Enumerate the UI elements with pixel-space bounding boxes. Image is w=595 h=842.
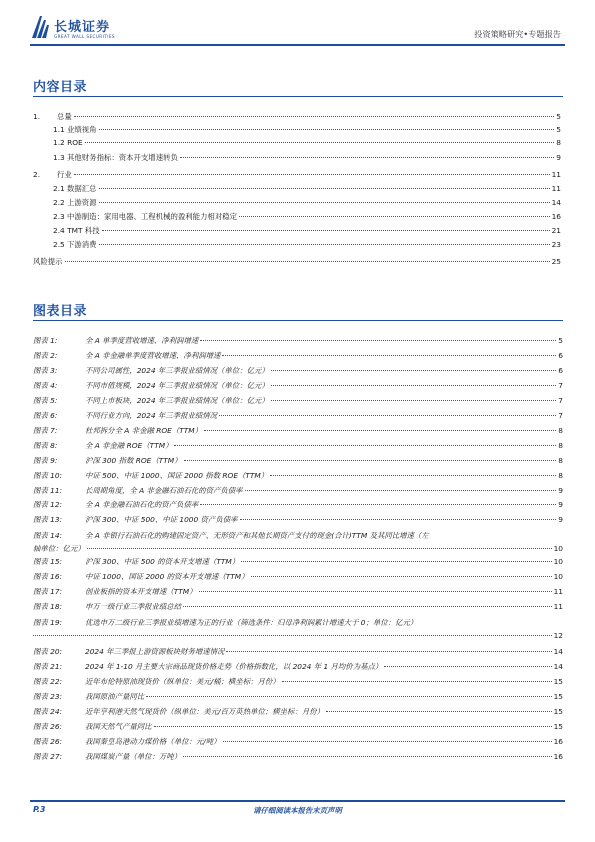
figures-title: 图表目录 <box>33 304 88 319</box>
dot-leader <box>204 430 556 431</box>
figure-entry-page: 14 <box>553 662 563 672</box>
figure-entry[interactable] <box>33 365 563 378</box>
toc-entry-number: 2. <box>33 170 41 179</box>
figure-entry-number: 图表 5: <box>33 395 58 405</box>
toc-entry-page: 11 <box>551 184 561 193</box>
figure-entry-label: 我国煤炭产量（单位：万吨） <box>85 751 182 761</box>
toc-entry-label: 风险提示 <box>33 257 63 266</box>
figure-entry-number: 图表 7: <box>33 425 58 435</box>
figure-entry-page: 10 <box>553 572 563 582</box>
figure-entry-label: 中证 1000、国证 2000 的资本开支增速（TTM） <box>85 572 249 582</box>
dot-leader <box>282 681 552 682</box>
dot-leader <box>271 400 557 401</box>
figure-entry-page: 15 <box>553 706 563 716</box>
figure-entry-page: 9 <box>558 500 563 510</box>
toc-entry-page: 11 <box>551 170 561 179</box>
figure-entry-page: 11 <box>553 587 563 597</box>
figure-entry[interactable] <box>33 335 563 348</box>
figure-entry-label: 我国秦皇岛港动力煤价格（单位：元/吨） <box>85 736 221 746</box>
logo-english-name: GREAT WALL SECURITIES <box>54 34 115 39</box>
figure-entry-number: 图表 17: <box>33 587 63 597</box>
toc-entry-number: 2.5 <box>53 240 65 249</box>
figure-entry[interactable] <box>33 751 563 764</box>
dot-leader <box>241 561 551 562</box>
toc-entry[interactable] <box>0 256 595 269</box>
figure-entry-number: 图表 14: <box>33 531 63 541</box>
dot-leader <box>226 651 551 652</box>
toc-entry[interactable] <box>0 124 595 137</box>
toc-entry-page: 8 <box>556 138 561 147</box>
dot-leader <box>174 445 556 446</box>
toc-entry-page: 5 <box>556 125 561 134</box>
figure-entry[interactable] <box>33 721 563 734</box>
figure-entry[interactable] <box>33 485 563 498</box>
dot-leader <box>199 591 552 592</box>
dot-leader <box>183 606 552 607</box>
figure-entry-label: 我国原油产量同比 <box>85 692 145 701</box>
figure-entry-page: 8 <box>558 455 563 465</box>
dot-leader <box>183 756 552 757</box>
figure-entry-page: 7 <box>558 380 563 390</box>
dot-leader <box>99 129 555 130</box>
figure-entry[interactable] <box>33 499 563 512</box>
figure-entry-number: 图表 4: <box>33 380 58 390</box>
figure-entry-number: 图表 26: <box>33 721 63 731</box>
figure-entry-label: 全 A 非金融石油石化的资产负债率 <box>85 500 199 510</box>
report-type-label: 投资策略研究•专题报告 <box>474 29 561 39</box>
figure-entry-label: 杜邦拆分全 A 非金融 ROE（TTM） <box>85 425 203 435</box>
toc-entry[interactable] <box>0 225 595 238</box>
figure-entry-page: 8 <box>558 470 563 480</box>
figure-entry-number: 图表 23: <box>33 692 63 701</box>
toc-entry-number: 2.2 <box>53 198 65 207</box>
figure-entry[interactable] <box>33 661 563 674</box>
figure-entry-label: 创业板指的资本开支增速（TTM） <box>85 587 197 597</box>
figure-entry-label: 不同市值规模，2024 年三季报业绩情况（单位：亿元） <box>85 380 269 390</box>
figure-entry[interactable] <box>33 380 563 393</box>
toc-entry-label: 中游制造：家用电器、工程机械的盈利能力相对稳定 <box>67 212 237 221</box>
page-number: P.3 <box>33 805 46 814</box>
figure-entry-page: 8 <box>558 425 563 435</box>
toc-entry-label: 下游消费 <box>67 240 97 249</box>
figure-entry-label: 全 A 非金融单季度营收增速、净利润增速 <box>85 350 221 360</box>
figure-entry-label: 2024 年三季报上游资源板块财务增速情况 <box>85 647 225 657</box>
figure-entry-number: 图表 9: <box>33 455 58 465</box>
dot-leader <box>326 711 552 712</box>
dot-leader <box>85 142 555 143</box>
toc-entry-label: 数据汇总 <box>67 184 97 193</box>
figure-entry-page: 15 <box>553 677 563 687</box>
figure-entry-number: 图表 2: <box>33 350 58 360</box>
figure-entry-label: 全 A 非金融 ROE（TTM） <box>85 440 173 450</box>
figure-entry-label: 不同行业方向，2024 年三季报业绩情况 <box>85 410 218 420</box>
dot-leader <box>222 355 556 356</box>
dot-leader <box>239 216 550 217</box>
figure-entry-label: 我国天然气产量同比 <box>85 721 152 731</box>
footer-divider <box>30 800 565 802</box>
dot-leader <box>146 696 551 697</box>
figure-entry-label: 不同公司属性，2024 年三季报业绩情况（单位：亿元） <box>85 365 269 375</box>
figure-entry[interactable] <box>33 646 563 659</box>
figure-entry-number: 图表 21: <box>33 662 63 672</box>
toc-entry-number: 2.1 <box>53 184 65 193</box>
page-header <box>0 0 595 46</box>
figure-entry-page: 9 <box>558 515 563 525</box>
figure-entry[interactable] <box>33 470 563 483</box>
figure-entry-page: 7 <box>558 410 563 420</box>
dot-leader <box>99 188 550 189</box>
dot-leader <box>270 475 556 476</box>
dot-leader <box>87 548 552 549</box>
toc-entry-label: 业绩视角 <box>67 125 97 134</box>
toc-entry-label: 行业 <box>57 170 72 179</box>
dot-leader <box>245 490 557 491</box>
figure-entry-page: 9 <box>558 485 563 495</box>
figure-entry-page: 10 <box>553 544 563 554</box>
toc-entry-label: 1.2 ROE <box>53 138 83 147</box>
figure-entry-number: 图表 22: <box>33 677 63 687</box>
dot-leader <box>384 666 551 667</box>
figure-entry-number: 图表 16: <box>33 572 63 582</box>
toc-entry-page: 23 <box>551 240 561 249</box>
dot-leader <box>200 504 556 505</box>
figure-entry-label: 全 A 非银行石油石化的购建固定资产、无形资产和其他长期资产支付的现金(合计)TTM 及其同比增速（左 <box>85 531 429 541</box>
toc-entry-page: 9 <box>556 153 561 162</box>
dot-leader <box>102 230 550 231</box>
figure-entry-label: 长周期角度，全 A 非金融石油石化的资产负债率 <box>85 485 243 495</box>
dot-leader <box>271 385 557 386</box>
figure-entry-number: 图表 13: <box>33 515 63 525</box>
toc-entry-page: 5 <box>556 112 561 121</box>
disclaimer-note: 请仔细阅读本报告末页声明 <box>253 806 342 815</box>
figure-entry[interactable] <box>33 350 563 363</box>
dot-leader <box>184 460 557 461</box>
figure-entry-page: 5 <box>558 336 563 345</box>
dot-leader <box>74 174 550 175</box>
figure-entry[interactable] <box>33 706 563 719</box>
figure-entry-page: 16 <box>553 736 563 746</box>
figure-entry-number: 图表 18: <box>33 602 63 612</box>
figure-entry-number: 图表 12: <box>33 500 63 510</box>
figure-entry[interactable] <box>33 736 563 749</box>
figure-entry-page: 16 <box>553 751 563 761</box>
toc-title-divider <box>33 96 563 97</box>
figure-entry[interactable] <box>33 556 563 569</box>
figure-entry-page: 6 <box>558 350 563 360</box>
figure-entry[interactable] <box>33 455 563 468</box>
header-divider <box>30 44 565 46</box>
figure-entry-page: 12 <box>553 631 563 641</box>
figure-entry-wrapped[interactable] <box>33 616 563 642</box>
figure-entry[interactable] <box>33 571 563 584</box>
figure-entry-label: 近年亨利港天然气现货价（纵单位：美元/百万英热单位；横坐标：月份） <box>85 706 324 716</box>
figure-entry[interactable] <box>33 425 563 438</box>
toc-entry-page: 16 <box>551 212 561 221</box>
logo-chinese-name: 长城证券 <box>54 20 111 35</box>
figure-entry-number: 图表 27: <box>33 751 63 761</box>
toc-entry-label: 上游资源 <box>67 198 97 207</box>
figure-entry-label: 不同上市板块，2024 年三季报业绩情况（单位：亿元） <box>85 395 269 405</box>
figure-entry-page: 15 <box>553 692 563 701</box>
dot-leader <box>200 340 556 341</box>
toc-entry-page: 21 <box>551 226 561 235</box>
figure-entry-label: 沪深 300、中证 500 的资本开支增速（TTM） <box>85 557 240 567</box>
figure-entry-label: 优选申万二级行业三季报业绩增速为正的行业（筛选条件：归母净利润累计增速大于 0；单位：亿元） <box>85 618 418 628</box>
company-logo <box>30 14 140 44</box>
toc-title: 内容目录 <box>33 80 88 95</box>
toc-entry[interactable] <box>0 239 595 252</box>
figure-entry[interactable] <box>33 586 563 599</box>
figure-entry-page: 8 <box>558 440 563 450</box>
figure-entry-label: 全 A 单季度营收增速、净利润增速 <box>85 336 199 345</box>
dot-leader <box>99 244 550 245</box>
dot-leader <box>223 741 552 742</box>
figure-entry[interactable] <box>33 440 563 453</box>
figure-entry-page: 7 <box>558 395 563 405</box>
figure-entry-page: 14 <box>553 647 563 657</box>
dot-leader <box>271 370 557 371</box>
toc-entry-label: 2.4 TMT 科技 <box>53 226 100 235</box>
toc-entry[interactable] <box>0 111 595 124</box>
figure-entry-page: 11 <box>553 602 563 612</box>
figure-entry-number: 图表 24: <box>33 706 63 716</box>
figure-entry-number: 图表 26: <box>33 736 63 746</box>
figure-entry-wrapped[interactable] <box>33 529 563 555</box>
figure-entry-number: 图表 6: <box>33 410 58 420</box>
figure-entry-number: 图表 1: <box>33 336 58 345</box>
figure-entry-page: 15 <box>553 721 563 731</box>
figure-entry-number: 图表 8: <box>33 440 58 450</box>
toc-entry-number: 1.3 <box>53 153 65 162</box>
figure-entry-label: 中证 500、中证 1000、国证 2000 指数 ROE（TTM） <box>85 470 269 480</box>
toc-entry-label: 总量 <box>57 112 72 121</box>
toc-entry[interactable] <box>0 197 595 210</box>
figure-entry-page: 6 <box>558 365 563 375</box>
figure-entry[interactable] <box>33 410 563 423</box>
dot-leader <box>219 415 556 416</box>
figure-entry-label: 近年布伦特原油现货价（纵单位：美元/桶；横坐标：月份） <box>85 677 280 687</box>
figure-entry-label: 2024 年 1-10 月主要大宗商品现货价格走势（价格指数化，以 2024 年 1 月均价为基点） <box>85 662 383 672</box>
dot-leader <box>33 635 552 636</box>
dot-leader <box>154 726 552 727</box>
dot-leader <box>251 576 552 577</box>
toc-entry-number: 2.3 <box>53 212 65 221</box>
dot-leader <box>180 157 554 158</box>
figure-entry[interactable] <box>33 601 563 614</box>
figure-entry[interactable] <box>33 395 563 408</box>
figure-entry-number: 图表 3: <box>33 365 58 375</box>
toc-entry-label: 其他财务指标：资本开支增速转负 <box>67 153 178 162</box>
figure-entry-page: 10 <box>553 557 563 567</box>
figure-entry-label: 沪深 300 指数 ROE（TTM） <box>85 455 182 465</box>
figure-entry[interactable] <box>33 691 563 704</box>
dot-leader <box>74 116 555 117</box>
toc-entry[interactable] <box>0 169 595 182</box>
figure-entry-number: 图表 10: <box>33 470 63 480</box>
figure-entry-label-continued: 轴单位：亿元） <box>33 544 85 554</box>
toc-entry[interactable] <box>0 183 595 196</box>
figure-entry-number: 图表 20: <box>33 647 63 657</box>
great-wall-logo-icon <box>30 14 50 40</box>
toc-entry[interactable] <box>0 152 595 165</box>
figure-entry[interactable] <box>33 676 563 689</box>
toc-entry-number: 1. <box>33 112 41 121</box>
toc-entry-page: 14 <box>551 198 561 207</box>
toc-entry-number: 1.1 <box>53 125 65 134</box>
toc-entry[interactable] <box>0 211 595 224</box>
toc-entry[interactable] <box>0 138 595 151</box>
figure-entry-number: 图表 11: <box>33 485 63 495</box>
dot-leader <box>99 202 550 203</box>
dot-leader <box>65 261 550 262</box>
figure-entry-label: 申万一级行业三季报业绩总结 <box>85 602 182 612</box>
dot-leader <box>240 519 557 520</box>
figures-title-divider <box>33 320 563 321</box>
figure-entry-label: 沪深 300、中证 500、中证 1000 资产负债率 <box>85 515 238 525</box>
toc-entry-page: 25 <box>551 257 561 266</box>
figure-entry-number: 图表 19: <box>33 618 63 628</box>
figure-entry-number: 图表 15: <box>33 557 63 567</box>
figure-entry[interactable] <box>33 514 563 527</box>
